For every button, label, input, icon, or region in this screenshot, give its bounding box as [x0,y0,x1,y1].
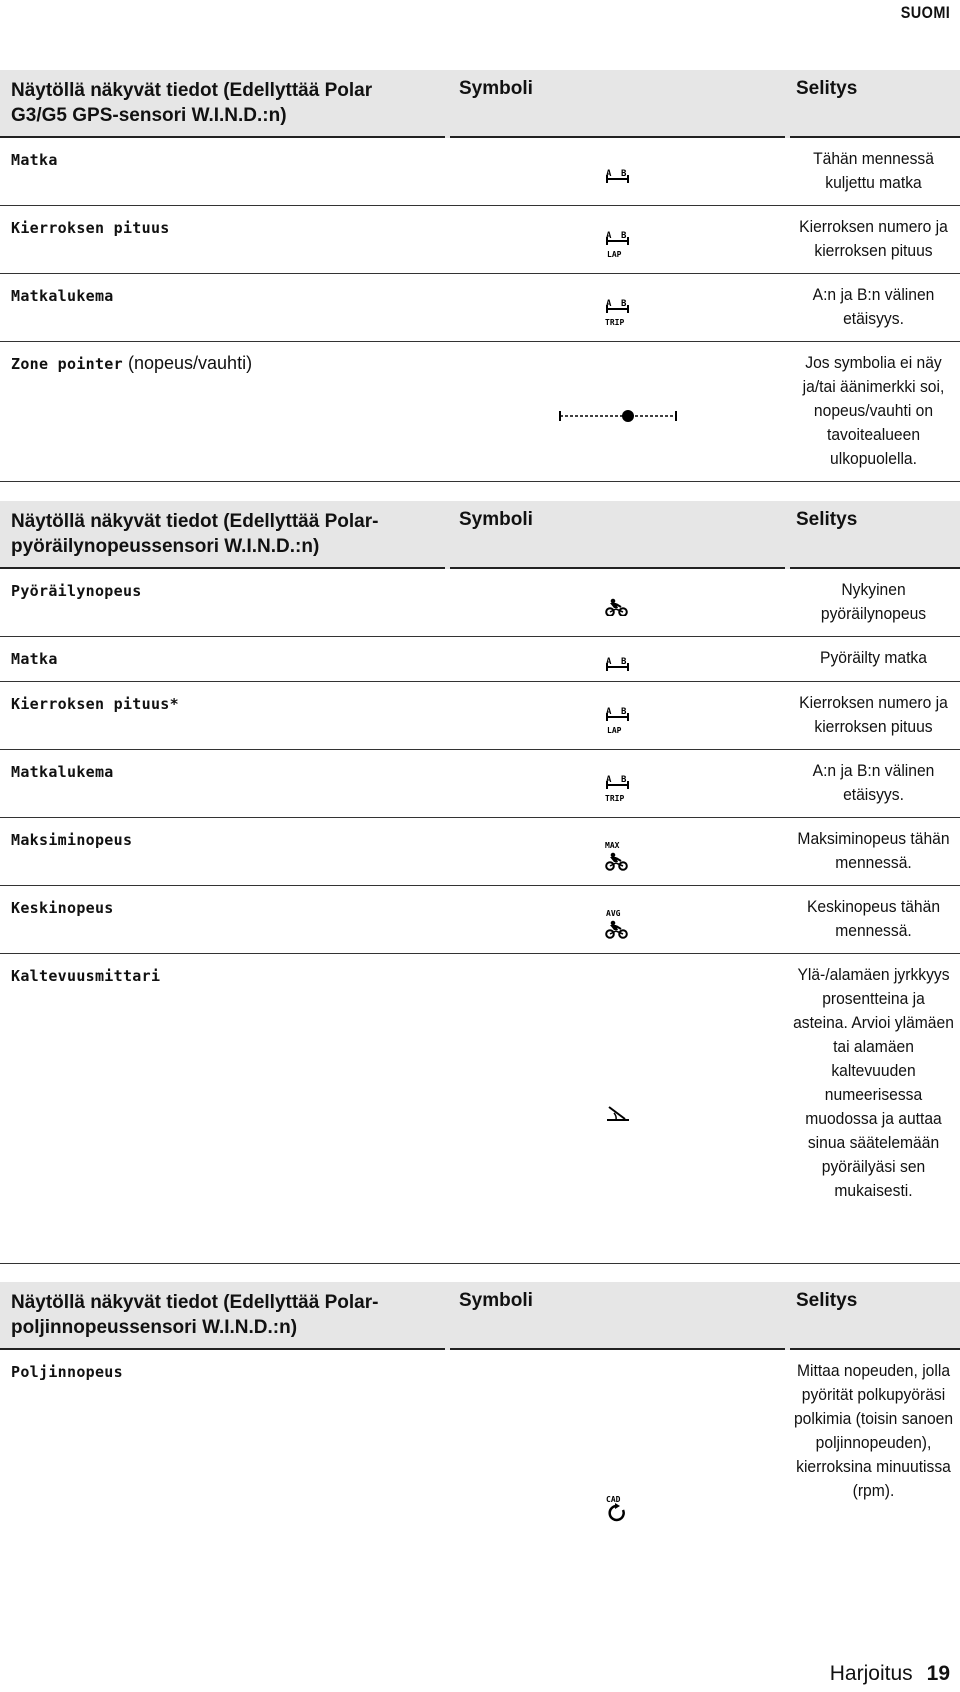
svg-text:B: B [621,657,627,667]
zone-pointer-icon [558,409,678,423]
header-column-symbol: Symboli [459,509,533,530]
table-header [0,1282,960,1350]
header-column-data: Näytöllä näkyvät tiedot (Edellyttää Polar-pyöräilynopeussensori W.I.N.D.:n) [11,511,379,557]
table-row [0,1350,960,1660]
svg-text:B: B [621,299,627,309]
svg-text:LAP: LAP [607,250,622,259]
field-description: Tähän mennessä kuljettu matka [813,149,934,192]
max-speed-icon [605,840,631,872]
header-column-data: Näytöllä näkyvät tiedot (Edellyttää Polar G3/G5 GPS-sensori W.I.N.D.:n) [11,80,373,126]
table-header [0,501,960,569]
ab-icon [605,167,631,185]
field-label: Matkalukema [11,287,114,305]
svg-text:A: A [606,707,612,717]
svg-text:A: A [606,169,612,179]
data-field-name [11,285,114,306]
field-description: Pyöräilty matka [820,648,927,667]
page-number: 19 [926,1662,950,1685]
field-description: Maksiminopeus tähän mennessä. [797,829,950,872]
data-field-name [11,693,179,714]
field-description: Ylä-/alamäen jyrkkyys prosentteina ja asteina. Arvioi ylämäen tai alamäen kaltevuuden numeerisessa muodossa ja auttaa sinua säätelemään pyöräilyäsi sen mukaisesti. [793,965,954,1200]
table-row [0,342,960,482]
header-column-description: Selitys [796,509,858,530]
table-row [0,818,960,886]
ab-lap-icon [605,229,631,259]
svg-text:A: A [606,299,612,309]
data-field-name [11,1361,123,1382]
svg-text:TRIP: TRIP [605,318,625,327]
field-description: Keskinopeus tähän mennessä. [806,897,941,940]
field-description: Mittaa nopeuden, jolla pyörität polkupyöräsi polkimia (toisin sanoen poljinnopeuden), kierroksina minuutissa (rpm). [793,1361,954,1500]
avg-speed-icon [605,908,631,940]
table-row [0,637,960,682]
ab-icon [605,655,631,673]
field-label: Maksiminopeus [11,831,133,849]
header-column-description: Selitys [796,1290,858,1311]
svg-text:B: B [621,231,627,241]
table-row [0,138,960,206]
table-header [0,70,960,138]
data-field-name [11,965,160,986]
field-description: Jos symbolia ei näy ja/tai äänimerkki soi, nopeus/vauhti on tavoitealueen ulkopuolella. [802,353,945,468]
cadence-icon [605,1494,631,1524]
field-label-suffix: (nopeus/vauhti) [122,353,253,373]
svg-text:B: B [621,775,627,785]
row-divider [0,1263,960,1264]
svg-text:B: B [621,707,627,717]
footer-section-title: Harjoitus [829,1662,913,1685]
header-column-data: Näytöllä näkyvät tiedot (Edellyttää Polar-poljinnopeussensori W.I.N.D.:n) [11,1292,379,1338]
row-divider [0,481,960,482]
field-label: Poljinnopeus [11,1363,123,1381]
table-row [0,886,960,954]
data-field-name [11,217,170,238]
data-field-name [11,897,114,918]
data-field-name [11,648,58,669]
cyclist-icon [605,598,631,616]
field-description: Kierroksen numero ja kierroksen pituus [799,217,948,260]
field-label: Matka [11,650,58,668]
svg-text:LAP: LAP [607,726,622,735]
svg-text:TRIP: TRIP [605,794,625,803]
field-label: Pyöräilynopeus [11,582,142,600]
ab-trip-icon [605,773,631,803]
svg-text:B: B [621,169,627,179]
field-description: A:n ja B:n välinen etäisyys. [812,285,935,328]
field-label: Kierroksen pituus [11,219,170,237]
table-row [0,954,960,1264]
svg-text:A: A [606,231,612,241]
field-label: Matkalukema [11,763,114,781]
data-field-name [11,829,132,850]
field-label: Keskinopeus [11,899,114,917]
ab-trip-icon [605,297,631,327]
data-field-name [11,580,142,601]
table-row [0,682,960,750]
data-field-name [11,761,114,782]
table-row [0,206,960,274]
svg-text:A: A [606,657,612,667]
field-description: Nykyinen pyöräilynopeus [820,580,927,623]
language-label: SUOMI [900,3,950,22]
field-label: Matka [11,151,58,169]
incline-icon [605,1104,631,1122]
svg-text:A: A [606,775,612,785]
table-row [0,750,960,818]
data-field-name [11,353,252,374]
field-label: Kierroksen pituus* [11,695,179,713]
ab-lap-icon [605,705,631,735]
header-column-symbol: Symboli [459,78,533,99]
field-label: Zone pointer [11,355,123,373]
svg-text:CAD: CAD [606,1495,621,1504]
table-row [0,569,960,637]
field-description: Kierroksen numero ja kierroksen pituus [799,693,948,736]
header-column-description: Selitys [796,78,858,99]
svg-text:AVG: AVG [606,909,621,918]
field-label: Kaltevuusmittari [11,967,161,985]
table-row [0,274,960,342]
svg-text:MAX: MAX [605,841,620,850]
field-description: A:n ja B:n välinen etäisyys. [812,761,935,804]
header-column-symbol: Symboli [459,1290,533,1311]
page-footer [830,1662,950,1686]
data-field-name [11,149,58,170]
